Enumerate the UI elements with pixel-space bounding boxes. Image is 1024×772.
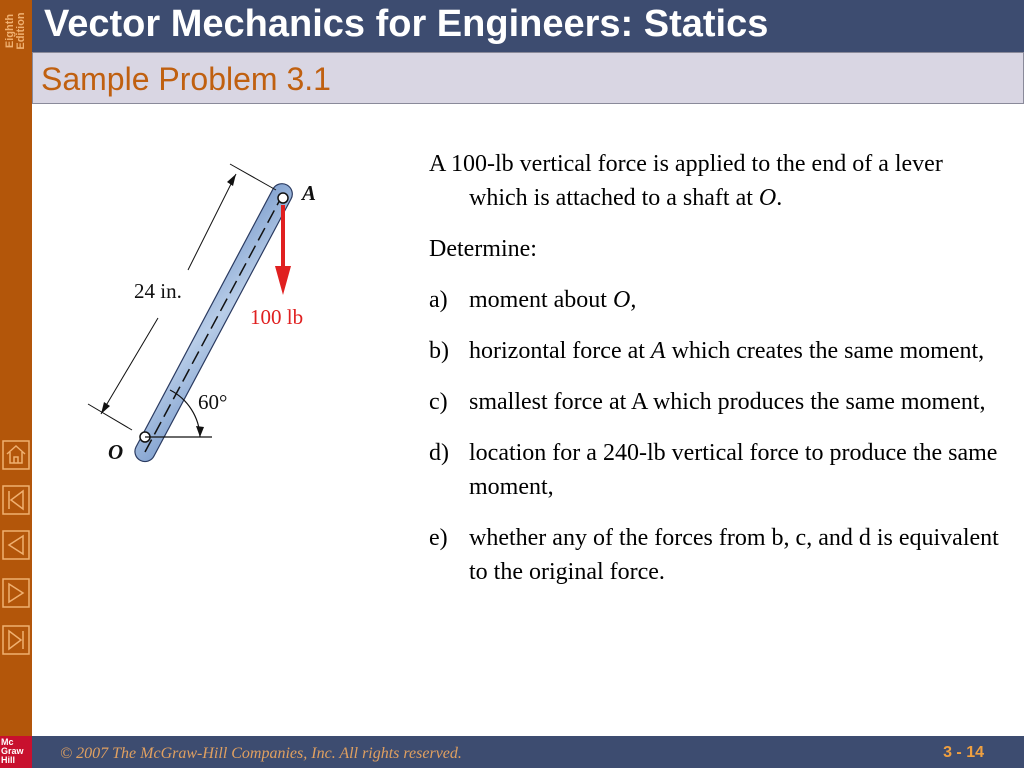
- item-text-tail: which creates the same moment,: [665, 338, 985, 364]
- page-number: 3 - 14: [943, 744, 984, 761]
- item-text: moment about: [469, 287, 613, 313]
- item-label: a): [429, 287, 448, 313]
- sidebar: [0, 0, 32, 768]
- logo-line-1: Mc: [1, 737, 14, 747]
- extension-line-o: [88, 404, 132, 430]
- item-label: e): [429, 525, 448, 551]
- force-label: 100 lb: [250, 305, 304, 329]
- list-item: [429, 283, 999, 317]
- copyright-text: © 2007 The McGraw-Hill Companies, Inc. All rights reserved.: [60, 745, 462, 762]
- list-item: [429, 436, 999, 504]
- item-text: location for a 240-lb vertical force to produce the same moment,: [469, 440, 998, 500]
- edition-line-1: Eighth: [4, 13, 16, 49]
- intro-point-o: O: [758, 185, 777, 211]
- length-label: 24 in.: [134, 279, 182, 303]
- dimension-line-lower: [101, 318, 158, 414]
- point-a-pin: [278, 193, 288, 203]
- item-italic: O,: [612, 287, 637, 313]
- title-bar: [32, 0, 1024, 52]
- slide-title: Sample Problem 3.1: [41, 61, 331, 97]
- list-item: [429, 521, 999, 589]
- home-icon[interactable]: [2, 440, 30, 470]
- logo-line-3: Hill: [1, 755, 16, 765]
- determine-heading: Determine:: [429, 236, 537, 262]
- item-text: smallest force at A which produces the same moment,: [469, 389, 986, 415]
- dimension-arrow-upper: [227, 174, 236, 186]
- problem-statement: [429, 147, 999, 606]
- last-slide-icon[interactable]: [2, 625, 30, 655]
- footer-bar: [32, 736, 1024, 768]
- lever-diagram: [80, 150, 350, 480]
- item-italic: A: [650, 338, 666, 364]
- point-o-label: O: [108, 440, 124, 464]
- problem-intro: [429, 147, 999, 215]
- lever-figure: [80, 150, 350, 480]
- edition-line-2: Edition: [15, 12, 27, 50]
- dimension-line-upper: [188, 174, 236, 270]
- item-label: d): [429, 440, 449, 466]
- list-item: [429, 385, 999, 419]
- previous-slide-icon[interactable]: [2, 530, 30, 560]
- angle-arrowhead: [196, 426, 204, 437]
- logo-line-2: Graw: [1, 746, 24, 756]
- force-arrowhead: [275, 266, 291, 295]
- item-label: b): [429, 338, 449, 364]
- item-text: horizontal force at: [469, 338, 651, 364]
- item-label: c): [429, 389, 448, 415]
- main-title: Vector Mechanics for Engineers: Statics: [44, 3, 769, 45]
- first-slide-icon[interactable]: [2, 485, 30, 515]
- point-a-label: A: [302, 181, 317, 205]
- angle-label: 60°: [198, 390, 228, 414]
- edition-label: [0, 0, 32, 62]
- intro-text: A 100-lb vertical force is applied to the end of a lever which is attached to a shaft at: [429, 151, 943, 211]
- mcgraw-hill-logo: [0, 736, 32, 768]
- list-item: [429, 334, 999, 368]
- next-slide-icon[interactable]: [2, 578, 30, 608]
- extension-line-a: [230, 164, 276, 190]
- item-text: whether any of the forces from b, c, and d is equivalent to the original force.: [469, 525, 999, 585]
- dimension-arrow-lower: [101, 402, 110, 414]
- subtitle-bar: [32, 52, 1024, 104]
- intro-end: .: [776, 185, 783, 211]
